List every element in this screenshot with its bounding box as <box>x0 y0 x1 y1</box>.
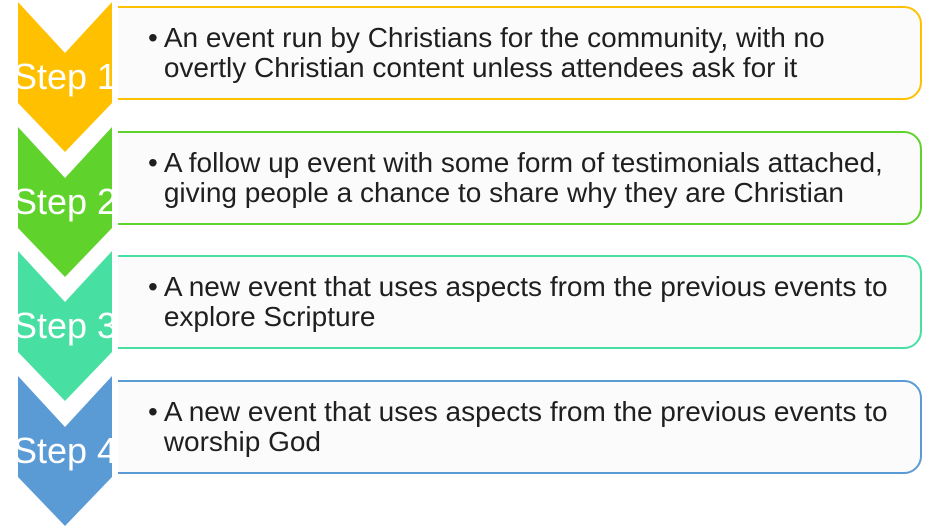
step-card-1 <box>106 6 922 100</box>
step-description: A follow up event with some form of testimonials attached, giving people a chance to share why they are Christian <box>163 147 883 208</box>
step-label: Step 4 <box>12 430 118 471</box>
bullet-icon: • <box>148 396 158 427</box>
step-label: Step 2 <box>12 181 118 222</box>
step-label: Step 3 <box>12 305 118 346</box>
step-description: An event run by Christians for the community, with no overtly Christian content unless attendees ask for it <box>163 22 825 83</box>
step-row-1 <box>0 2 940 168</box>
bullet-icon: • <box>148 271 158 302</box>
bullet-line <box>148 23 898 83</box>
bullet-icon: • <box>148 22 158 53</box>
step-description: A new event that uses aspects from the previous events to worship God <box>163 396 888 457</box>
bullet-icon: • <box>148 147 158 178</box>
step-description: A new event that uses aspects from the previous events to explore Scripture <box>163 271 888 332</box>
step-label: Step 1 <box>12 56 118 97</box>
